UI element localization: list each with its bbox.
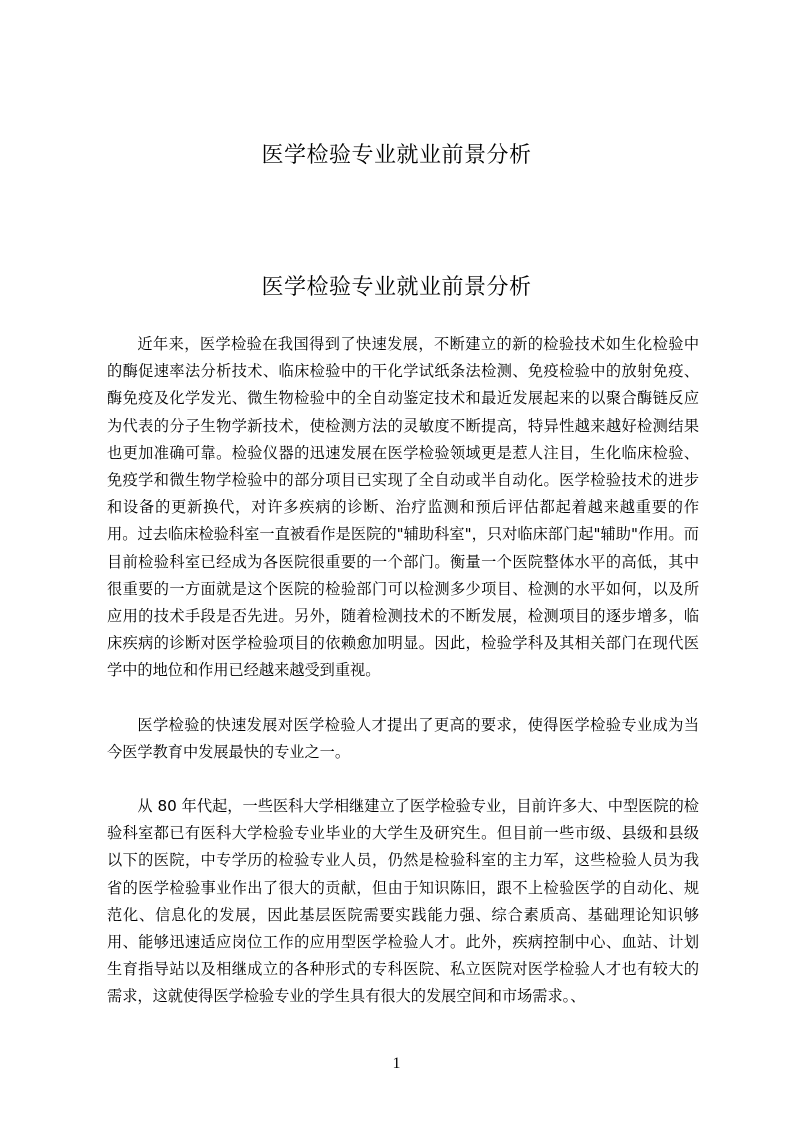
paragraph-3: 从 80 年代起，一些医科大学相继建立了医学检验专业，目前许多大、中型医院的检验科室都已有医科大学检验专业毕业的大学生及研究生。但目前一些市级、县级和县级以下的医院，中专学历的检验专业人员，仍然是检验科室的主力军，这些检验人员为我省的医学检验事业作出了很大的贡献，但由于知识陈旧，跟不上检验医学的自动化、规范化、信息化的发展，因此基层医院需要实践能力强、综合素质高、基础理论知识够用、能够迅速适应岗位工作的应用型医学检验人才。此外，疾病控制中心、血站、计划生育指导站以及相继成立的各种形式的专科医院、私立医院对医学检验人才也有较大的需求，这就使得医学检验专业的学生具有很大的发展空间和市场需求。、 (107, 797, 699, 1006)
document-title: 医学检验专业就业前景分析 (261, 275, 532, 300)
paragraph-1: 近年来，医学检验在我国得到了快速发展，不断建立的新的检验技术如生化检验中的酶促速率法分析技术、临床检验中的干化学试纸条法检测、免疫检验中的放射免疫、酶免疫及化学发光、微生物检验中的全自动鉴定技术和最近发展起来的以聚合酶链反应为代表的分子生物学新技术，使检测方法的灵敏度不断提高，特异性越来越好检测结果也更加准确可靠。检验仪器的迅速发展在医学检验领域更是惹人注目，生化临床检验、免疫学和微生物学检验中的部分项目已实现了全自动或半自动化。医学检验技术的进步和设备的更新换代，对许多疾病的诊断、治疗监测和预后评估都起着越来越重要的作用。过去临床检验科室一直被看作是医院的"辅助科室"，只对临床部门起"辅助"作用。而目前检验科室已经成为各医院很重要的一个部门。衡量一个医院整体水平的高低，其中很重要的一方面就是这个医院的检验部门可以检测多少项目、检测的水平如何，以及所应用的技术手段是否先进。另外，随着检测技术的不断发展，检测项目的逐步增多，临床疾病的诊断对医学检验项目的依赖愈加明显。因此，检验学科及其相关部门在现代医学中的地位和作用已经越来越受到重视。 (107, 335, 699, 680)
document-body (107, 331, 699, 1011)
paragraph-2: 医学检验的快速发展对医学检验人才提出了更高的要求，使得医学检验专业成为当今医学教育中发展最快的专业之一。 (107, 715, 699, 761)
header-title: 医学检验专业就业前景分析 (261, 143, 532, 168)
page-number: 1 (392, 1055, 401, 1072)
